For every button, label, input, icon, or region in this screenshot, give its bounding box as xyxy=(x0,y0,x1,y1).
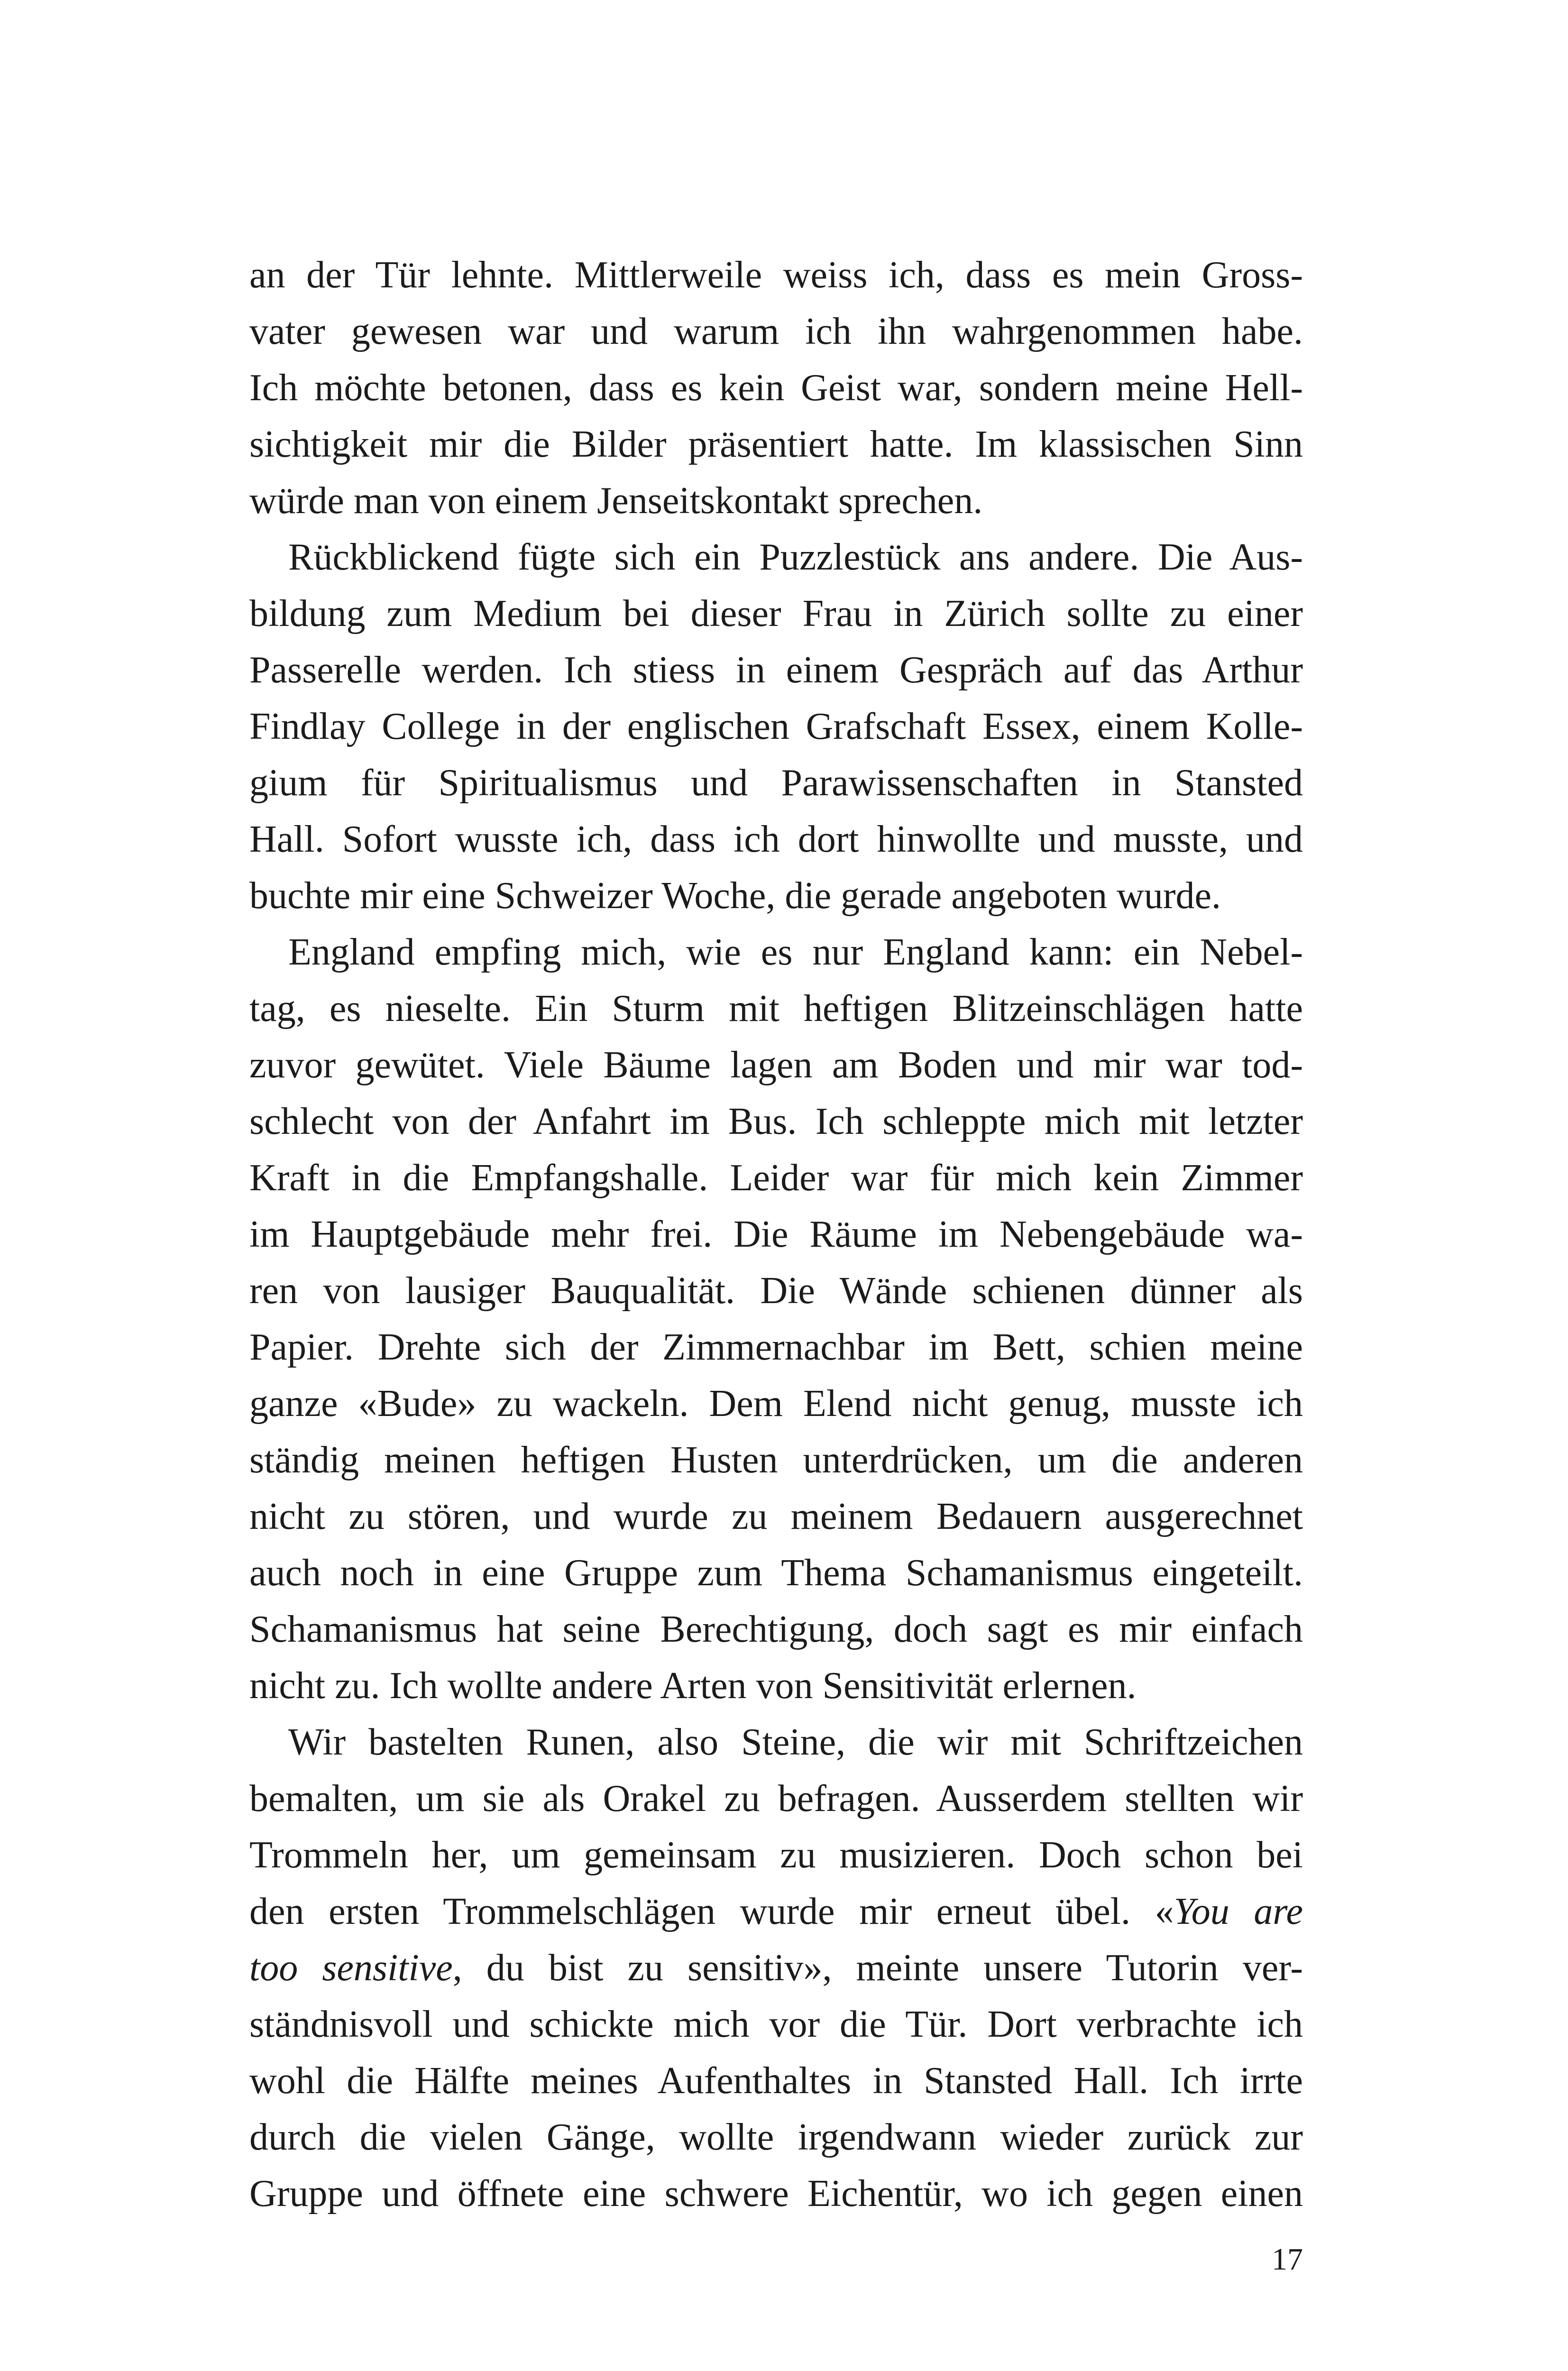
text-segment: ständnisvoll und schickte mich vor die Tür. Dort verbrachte ich xyxy=(249,2003,1303,2045)
text-line xyxy=(249,1489,1303,1545)
text-segment: durch die vielen Gänge, wollte irgendwann wieder zurück zur xyxy=(249,2116,1303,2158)
text-line xyxy=(249,1658,1303,1714)
text-segment: vater gewesen war und warum ich ihn wahrgenommen habe. xyxy=(249,311,1303,352)
text-segment: Rückblickend fügte sich ein Puzzlestück ans andere. Die Aus- xyxy=(288,536,1303,578)
text-segment: Findlay College in der englischen Grafschaft Essex, einem Kolle- xyxy=(249,706,1303,747)
text-line xyxy=(249,2109,1303,2166)
text-line xyxy=(249,586,1303,642)
text-segment: Wir bastelten Runen, also Steine, die wir mit Schriftzeichen xyxy=(288,1721,1303,1763)
text-segment: England empfing mich, wie es nur England kann: ein Nebel- xyxy=(288,931,1303,973)
text-segment: , du bist zu sensitiv», meinte unsere Tutorin ver- xyxy=(452,1947,1303,1989)
text-segment: Passerelle werden. Ich stiess in einem Gespräch auf das Arthur xyxy=(249,649,1303,691)
text-segment: Schamanismus hat seine Berechtigung, doch sagt es mir einfach xyxy=(249,1608,1303,1650)
text-line xyxy=(249,303,1303,360)
text-line xyxy=(249,1884,1303,1940)
text-segment: bildung zum Medium bei dieser Frau in Zürich sollte zu einer xyxy=(249,593,1303,634)
text-line xyxy=(249,868,1303,924)
text-segment: Gruppe und öffnete eine schwere Eichentür, wo ich gegen einen xyxy=(249,2173,1303,2215)
text-line xyxy=(249,1771,1303,1827)
text-segment: ren von lausiger Bauqualität. Die Wände schienen dünner als xyxy=(249,1270,1303,1312)
text-segment: sichtigkeit mir die Bilder präsentiert hatte. Im klassischen Sinn xyxy=(249,423,1303,465)
text-segment: Ich möchte betonen, dass es kein Geist war, sondern meine Hell- xyxy=(249,367,1303,409)
text-segment: Hall. Sofort wusste ich, dass ich dort hinwollte und musste, und xyxy=(249,818,1303,860)
text-line xyxy=(249,755,1303,811)
text-line xyxy=(249,924,1303,981)
text-line xyxy=(249,1432,1303,1489)
italic-text-segment: too sensitive xyxy=(249,1947,453,1989)
text-line xyxy=(249,1263,1303,1319)
text-line xyxy=(249,1376,1303,1432)
text-segment: gium für Spiritualismus und Parawissenschaften in Stansted xyxy=(249,762,1303,804)
text-segment: wohl die Hälfte meines Aufenthaltes in Stansted Hall. Ich irrte xyxy=(249,2060,1303,2102)
text-line xyxy=(249,1206,1303,1263)
text-segment: nicht zu stören, und wurde zu meinem Bedauern ausgerechnet xyxy=(249,1496,1303,1537)
text-line xyxy=(249,1319,1303,1376)
text-line xyxy=(249,1601,1303,1658)
text-line xyxy=(249,1714,1303,1771)
text-line xyxy=(249,1996,1303,2053)
text-line xyxy=(249,416,1303,473)
text-line xyxy=(249,811,1303,868)
text-segment: buchte mir eine Schweizer Woche, die gerade angeboten wurde. xyxy=(249,875,1221,917)
body-text xyxy=(249,247,1303,2222)
text-line xyxy=(249,529,1303,586)
text-line xyxy=(249,360,1303,416)
text-line xyxy=(249,1827,1303,1884)
page-number: 17 xyxy=(1272,2242,1303,2277)
text-segment: Kraft in die Empfangshalle. Leider war für mich kein Zimmer xyxy=(249,1157,1303,1199)
text-segment: ständig meinen heftigen Husten unterdrücken, um die anderen xyxy=(249,1439,1303,1481)
text-segment: zuvor gewütet. Viele Bäume lagen am Boden und mir war tod- xyxy=(249,1044,1303,1086)
text-line xyxy=(249,1940,1303,1996)
text-line xyxy=(249,1545,1303,1601)
text-line xyxy=(249,698,1303,755)
text-line xyxy=(249,2166,1303,2222)
text-segment: Trommeln her, um gemeinsam zu musizieren. Doch schon bei xyxy=(249,1834,1303,1876)
text-segment: an der Tür lehnte. Mittlerweile weiss ich, dass es mein Gross- xyxy=(249,254,1303,296)
text-segment: nicht zu. Ich wollte andere Arten von Sensitivität erlernen. xyxy=(249,1665,1137,1707)
text-segment: auch noch in eine Gruppe zum Thema Schamanismus eingeteilt. xyxy=(249,1552,1303,1594)
text-segment: schlecht von der Anfahrt im Bus. Ich schleppte mich mit letzter xyxy=(249,1101,1303,1142)
text-segment: ganze «Bude» zu wackeln. Dem Elend nicht genug, musste ich xyxy=(249,1383,1303,1424)
text-segment: Papier. Drehte sich der Zimmernachbar im Bett, schien meine xyxy=(249,1326,1303,1368)
text-line xyxy=(249,1094,1303,1150)
text-segment: im Hauptgebäude mehr frei. Die Räume im Nebengebäude wa- xyxy=(249,1213,1303,1255)
text-line xyxy=(249,2053,1303,2109)
text-line xyxy=(249,473,1303,529)
italic-text-segment: You are xyxy=(1174,1891,1303,1932)
text-segment: tag, es nieselte. Ein Sturm mit heftigen Blitzeinschlägen hatte xyxy=(249,988,1303,1029)
text-segment: bemalten, um sie als Orakel zu befragen. Ausserdem stellten wir xyxy=(249,1778,1303,1820)
text-segment: den ersten Trommelschlägen wurde mir erneut übel. « xyxy=(249,1891,1174,1932)
text-line xyxy=(249,981,1303,1037)
text-line xyxy=(249,247,1303,303)
text-line xyxy=(249,642,1303,698)
text-line xyxy=(249,1150,1303,1206)
text-line xyxy=(249,1037,1303,1094)
text-segment: würde man von einem Jenseitskontakt sprechen. xyxy=(249,480,983,522)
